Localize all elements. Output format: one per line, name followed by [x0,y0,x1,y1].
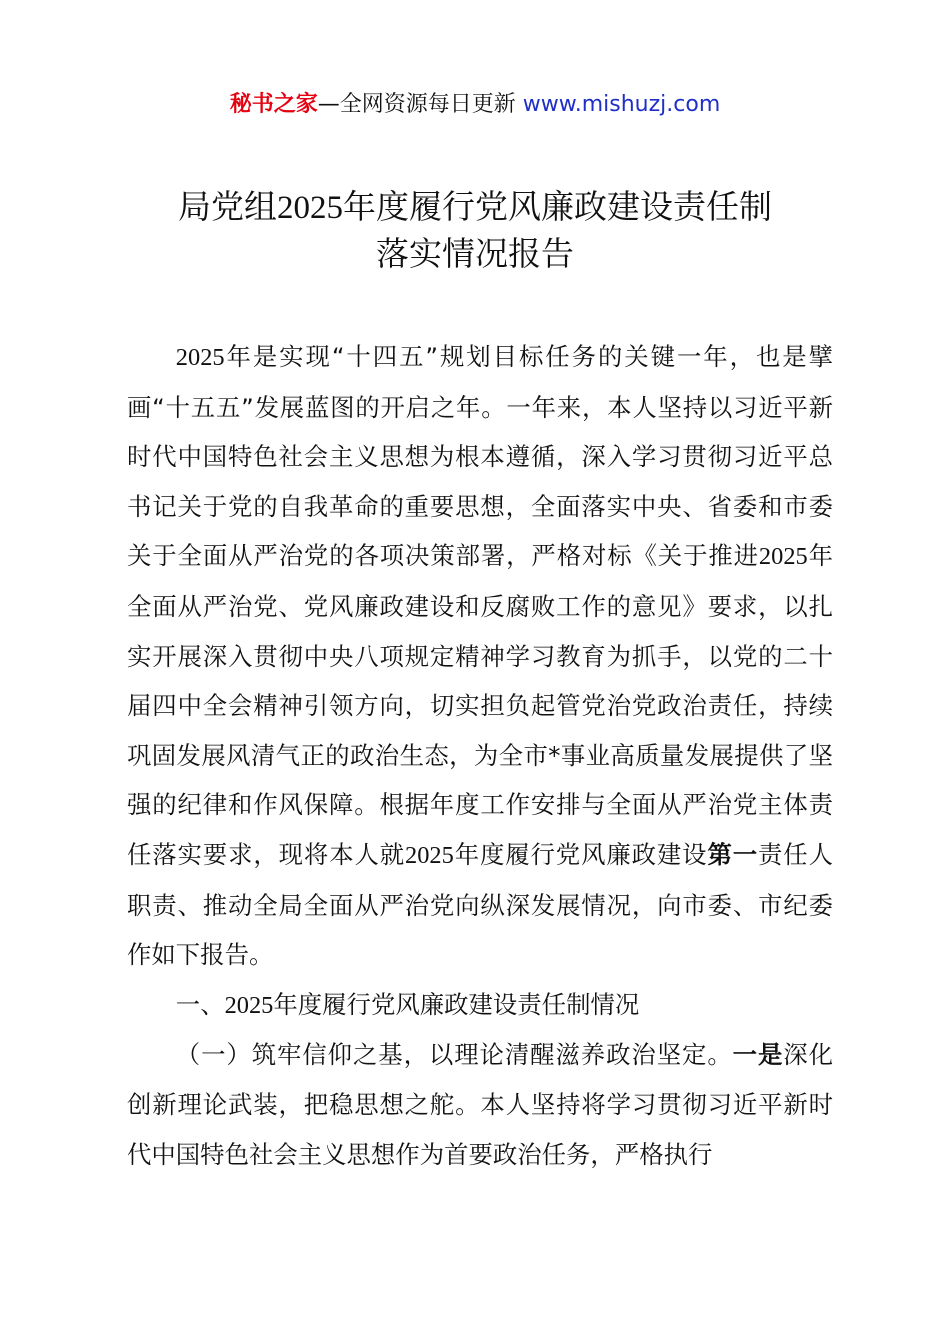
intro-paragraph: 2025年是实现“十四五”规划目标任务的关键一年，也是擘画“十五五”发展蓝图的开启之年。一年来，本人坚持以习近平新时代中国特色社会主义思想为根本遵循，深入学习贯彻习近平总书记关于党的自我革命的重要思想，全面落实中央、省委和市委关于全面从严治党的各项决策部署，严格对标《关于推进2025年全面从严治党、党风廉政建设和反腐败工作的意见》要求，以扎实开展深入贯彻中央八项规定精神学习教育为抓手，以党的二十届四中全会精神引领方向，切实担负起管党治党政治责任，持续巩固发展风清气正的政治生态，为全市*事业高质量发展提供了坚强的纪律和作风保障。根据年度工作安排与全面从严治党主体责任落实要求，现将本人就2025年度履行党风廉政建设第一责任人职责、推动全局全面从严治党向纵深发展情况，向市委、市纪委作如下报告。 [127,342,833,970]
brand-name: 秘书之家 [229,92,318,117]
site-url-link[interactable]: www.mishuzj.com [522,92,721,117]
section-heading-1: 一、2025年度履行党风廉政建设责任制情况 [175,989,640,1019]
site-banner [0,86,950,124]
title-line-1: 局党组2025年度履行党风廉政建设责任制 [178,187,772,226]
title-line-2: 落实情况报告 [376,234,574,273]
banner-tagline: —全网资源每日更新 [317,92,523,117]
document-title [100,184,850,277]
subsection-paragraph-1: （一）筑牢信仰之基，以理论清醒滋养政治坚定。一是深化创新理论武装，把稳思想之舵。本人坚持将学习贯彻习近平新时代中国特色社会主义思想作为首要政治任务，严格执行 [127,1040,833,1169]
document-body [127,332,833,1179]
